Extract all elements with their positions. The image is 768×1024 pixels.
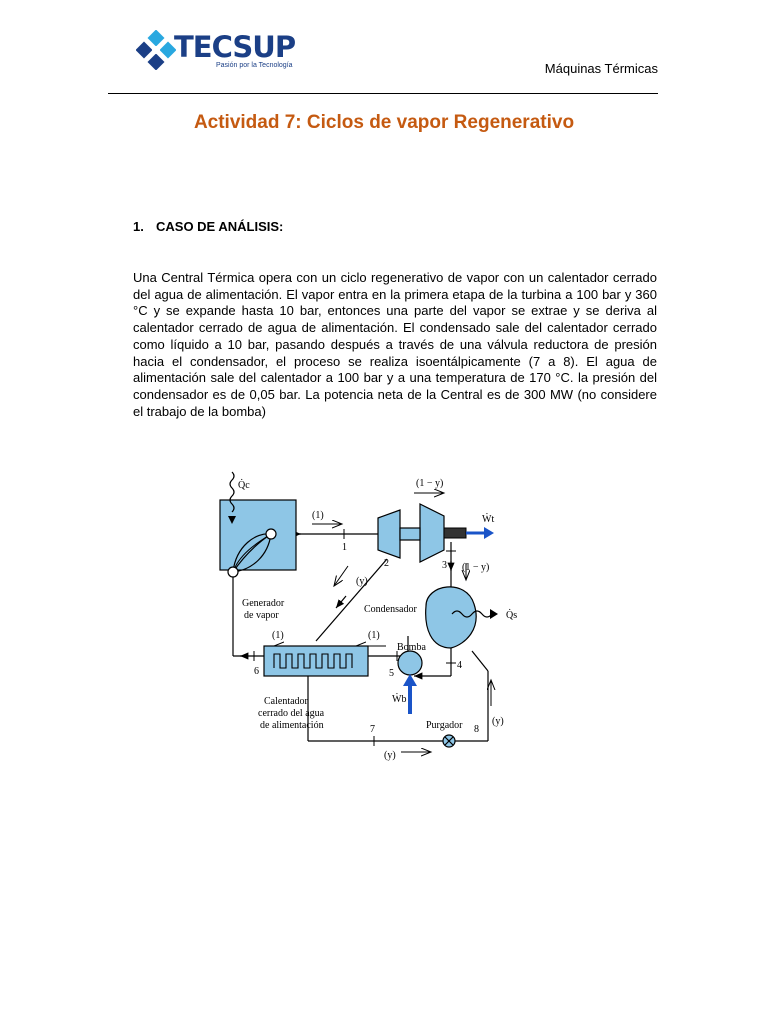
section-title: CASO DE ANÁLISIS: — [156, 219, 284, 234]
trap-valve-icon — [443, 735, 455, 747]
tecsup-logo-mark-icon — [136, 30, 176, 70]
label-flow-1-right: (1) — [368, 630, 380, 641]
condenser — [426, 587, 498, 648]
label-bomba: Bomba — [397, 642, 426, 653]
logo-wordmark: TECSUP — [174, 30, 296, 64]
label-point-2: 2 — [384, 558, 389, 569]
feedwater-heater — [264, 646, 368, 676]
problem-statement: Una Central Térmica opera con un ciclo regenerativo de vapor con un calentador cerrado del agua de alimentación. El vapor entra en la primera etapa de la turbina a 100 bar y 360 °C y se expande hasta 10 bar, entonces una parte del vapor se extrae y se deriva al calentador cerrado de agua de alimentación. El condensado sale del calentador cerrado como líquido a 10 bar, pasando después a través de una válvula reductora de presión hacia el condensador, el proceso se realiza isoentálpicamente (7 a 8). El agua de alimentación sale del calentador a 100 bar y a una temperatura de 170 °C. la presión del condensador es de 0,05 bar. La potencia neta de la Central es de 300 MW (no considere el trabajo de la bomba) — [133, 270, 657, 419]
label-point-3: 3 — [442, 560, 447, 571]
label-wt: Ẇt — [482, 514, 495, 525]
label-flow-1-minus-y: (1 − y) — [462, 562, 490, 573]
label-flow-1-minus-y-top: (1 − y) — [416, 478, 444, 489]
course-name: Máquinas Térmicas — [544, 61, 658, 76]
steam-generator — [220, 472, 296, 577]
label-qc: Q̇c — [238, 480, 250, 491]
label-point-4: 4 — [457, 660, 462, 671]
label-flow-1-left: (1) — [272, 630, 284, 641]
section-number: 1. — [133, 219, 144, 234]
label-calentador-3: de alimentación — [260, 720, 324, 731]
label-qs: Q̇s — [506, 610, 518, 621]
turbine — [378, 504, 494, 562]
label-point-5: 5 — [389, 668, 394, 679]
label-purgador: Purgador — [426, 720, 463, 731]
section-heading — [133, 219, 283, 234]
page-title: Actividad 7: Ciclos de vapor Regenerativo — [193, 112, 575, 133]
label-flow-y-bottom: (y) — [384, 750, 396, 761]
label-flow-y-extract: (y) — [356, 576, 368, 587]
label-wb: Ẇb — [392, 694, 407, 705]
label-point-7: 7 — [370, 724, 375, 735]
label-point-1: 1 — [342, 542, 347, 553]
label-flow-y-return: (y) — [492, 716, 504, 727]
label-condensador: Condensador — [364, 604, 417, 615]
label-point-8: 8 — [474, 724, 479, 735]
label-calentador-2: cerrado del agua — [258, 708, 325, 719]
header-divider — [108, 93, 658, 94]
label-point-6: 6 — [254, 666, 259, 677]
label-generador-1: Generador — [242, 598, 285, 609]
label-generador-2: de vapor — [244, 610, 279, 621]
regenerative-cycle-diagram — [196, 466, 534, 766]
tecsup-logo — [136, 28, 296, 74]
label-flow-1: (1) — [312, 510, 324, 521]
label-calentador-1: Calentador — [264, 696, 308, 707]
logo-tagline: Pasión por la Tecnología — [216, 62, 293, 69]
